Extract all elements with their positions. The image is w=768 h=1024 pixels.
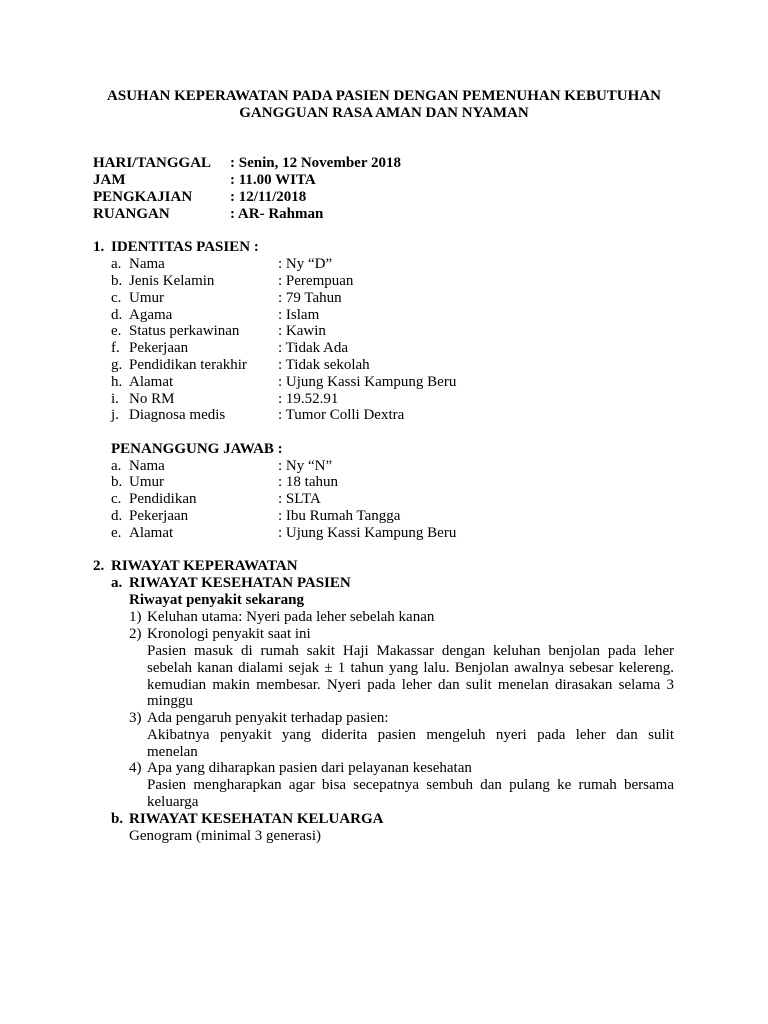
penanggung-value: : SLTA [278,491,321,507]
sub-a-title: Riwayat penyakit sekarang [129,592,305,608]
riwayat-item-number: 2) [129,626,142,642]
section-2-heading: RIWAYAT KEPERAWATAN [111,558,298,574]
penanggung-letter: b. [111,474,123,490]
riwayat-paragraph-line: menelan [147,744,198,760]
identitas-letter: g. [111,357,123,373]
identitas-label: Alamat [129,374,174,390]
identitas-letter: a. [111,256,122,272]
riwayat-item-text: Apa yang diharapkan pasien dari pelayanan kesehatan [147,760,472,776]
riwayat-item-text: Ada pengaruh penyakit terhadap pasien: [147,710,389,726]
penanggung-label: Umur [129,474,164,490]
identitas-letter: b. [111,273,123,289]
riwayat-paragraph-line: Pasien mengharapkan agar bisa secepatnya sembuh dan pulang ke rumah bersama [147,777,674,793]
identitas-label: Jenis Kelamin [129,273,215,289]
penanggung-value: : 18 tahun [278,474,338,490]
identitas-label: Nama [129,256,165,272]
identitas-value: : Tidak Ada [278,340,349,356]
riwayat-paragraph-line: Pasien masuk di rumah sakit Haji Makassar dengan keluhan benjolan pada leher [147,643,674,659]
section-1-heading: IDENTITAS PASIEN : [111,239,259,255]
riwayat-item-text: Kronologi penyakit saat ini [147,626,311,642]
header-value-pengkajian: : 12/11/2018 [230,189,307,205]
identitas-value: : Ny “D” [278,256,333,272]
identitas-letter: f. [111,340,120,356]
identitas-label: Agama [129,307,173,323]
header-value-ruangan: : AR- Rahman [230,206,324,222]
identitas-letter: e. [111,323,122,339]
riwayat-item-number: 3) [129,710,142,726]
header-label-hari: HARI/TANGGAL [93,155,212,171]
riwayat-paragraph-line: kemudian makin membesar. Nyeri pada leher dan sulit menelan dirasakan selama 3 [147,677,674,693]
penanggung-letter: d. [111,508,123,524]
riwayat-item-text: Keluhan utama: Nyeri pada leher sebelah kanan [147,609,435,625]
section-2-number: 2. [93,558,105,574]
identitas-value: : Ujung Kassi Kampung Beru [278,374,457,390]
identitas-letter: j. [111,407,119,423]
riwayat-item-number: 4) [129,760,142,776]
sub-b-letter: b. [111,811,124,827]
riwayat-paragraph-line: sebelah kanan dialami sejak ± 1 tahun yang lalu. Benjolan awalnya sebesar kelereng. [147,660,674,676]
header-label-jam: JAM [93,172,126,188]
identitas-value: : 19.52.91 [278,391,339,407]
penanggung-heading: PENANGGUNG JAWAB : [111,441,283,457]
doc-title-line1: ASUHAN KEPERAWATAN PADA PASIEN DENGAN PEMENUHAN KEBUTUHAN [107,88,661,104]
identitas-label: Pekerjaan [129,340,189,356]
identitas-letter: c. [111,290,122,306]
sub-b-text: Genogram (minimal 3 generasi) [129,828,322,844]
penanggung-label: Alamat [129,525,174,541]
identitas-label: Pendidikan terakhir [129,357,247,373]
section-1-number: 1. [93,239,105,255]
identitas-value: : Islam [278,307,320,323]
penanggung-value: : Ujung Kassi Kampung Beru [278,525,457,541]
sub-a-heading: RIWAYAT KESEHATAN PASIEN [129,575,351,591]
penanggung-label: Pekerjaan [129,508,189,524]
penanggung-letter: c. [111,491,122,507]
penanggung-value: : Ny “N” [278,458,333,474]
penanggung-label: Pendidikan [129,491,197,507]
identitas-label: No RM [129,391,175,407]
doc-title-line2: GANGGUAN RASA AMAN DAN NYAMAN [239,105,529,121]
riwayat-paragraph-line: Akibatnya penyakit yang diderita pasien mengeluh nyeri pada leher dan sulit [147,727,674,743]
penanggung-value: : Ibu Rumah Tangga [278,508,401,524]
identitas-letter: d. [111,307,123,323]
sub-b-heading: RIWAYAT KESEHATAN KELUARGA [129,811,384,827]
identitas-label: Status perkawinan [129,323,240,339]
header-value-hari: : Senin, 12 November 2018 [230,155,401,171]
penanggung-label: Nama [129,458,165,474]
identitas-value: : Kawin [278,323,326,339]
identitas-letter: h. [111,374,123,390]
identitas-value: : Tumor Colli Dextra [278,407,405,423]
identitas-label: Diagnosa medis [129,407,226,423]
header-label-ruangan: RUANGAN [93,206,170,222]
header-value-jam: : 11.00 WITA [230,172,316,188]
riwayat-item-number: 1) [129,609,142,625]
identitas-value: : 79 Tahun [278,290,342,306]
header-label-pengkajian: PENGKAJIAN [93,189,193,205]
riwayat-paragraph-line: minggu [147,693,193,709]
identitas-value: : Tidak sekolah [278,357,370,373]
identitas-label: Umur [129,290,164,306]
identitas-value: : Perempuan [278,273,354,289]
penanggung-letter: a. [111,458,122,474]
identitas-letter: i. [111,391,119,407]
sub-a-letter: a. [111,575,123,591]
riwayat-paragraph-line: keluarga [147,794,199,810]
penanggung-letter: e. [111,525,122,541]
